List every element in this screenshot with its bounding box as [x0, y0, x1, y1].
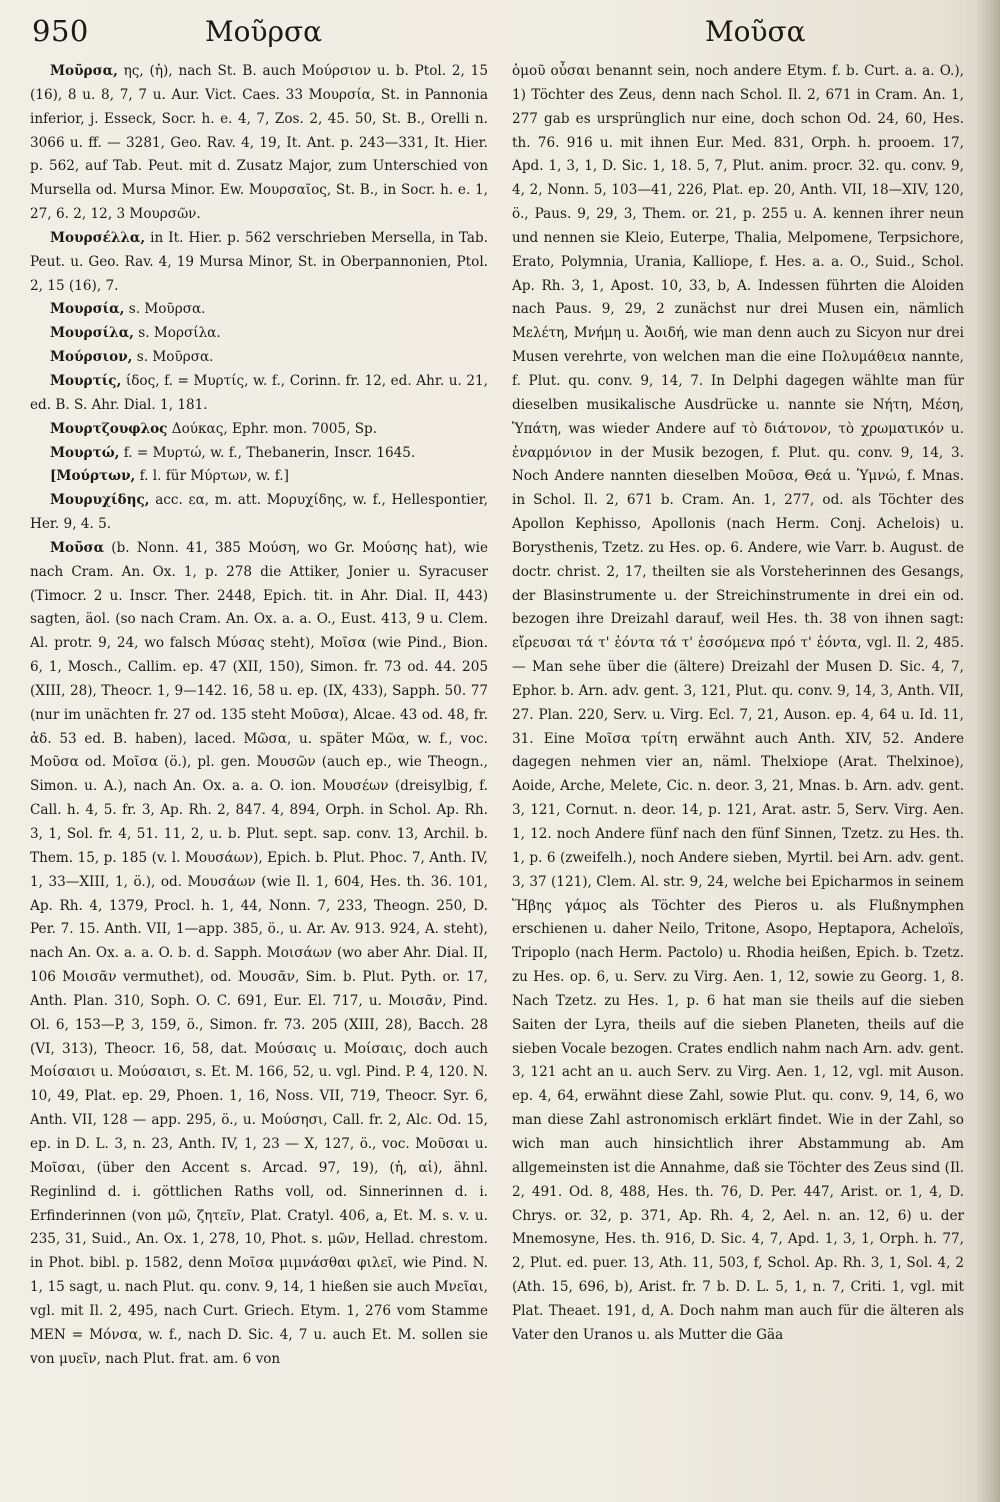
entry-headword: Μουρσέλλα, [50, 229, 146, 246]
entry-text: s. Μοῦρσα. [124, 301, 206, 318]
entry-headword: Μουρτζουφλος [50, 420, 168, 437]
entry-text: f. = Μυρτώ, w. f., Thebanerin, Inscr. 1645. [119, 444, 416, 461]
entry-headword: [Μούρτων, [50, 468, 136, 485]
entry-headword: Μουρυχίδης, [50, 492, 150, 509]
entry-text: f. l. für Μύρτων, w. f.] [135, 468, 289, 485]
entry-headword: Μοῦσα [50, 539, 105, 556]
entry-text: in It. Hier. p. 562 verschrieben Mersella, in Tab. Peut. u. Geo. Rav. 4, 19 Mursa Minor, St. in Oberpannonien, Ptol. 2, 15 (16), 7. [30, 229, 488, 294]
entry-headword: Μούρσιον, [50, 349, 133, 366]
entry-text: ὁμοῦ οὖσαι benannt sein, noch andere Etym. f. b. Curt. a. a. O.), 1) Töchter des Zeus, denn nach Schol. Il. 2, 671 in Cram. An. 1, 277 gab es ursprünglich nur eine, doch schon Od. 24, 60, Hes. th. 76. 916 u. mit ihnen Eur. Med. 831, Orph. h. prooem. 17, Apd. 1, 3, 1, D. Sic. 1, 18. 5, 7, Plut. anim. procr. 32. qu. conv. 9, 4, 2, Nonn. 5, 103—41, 226, Plat. ep. 20, Anth. VII, 18—XIV, 120, ö., Paus. 9, 29, 3, Them. or. 21, p. 255 u. A. kennen ihrer neun und nennen sie Kleio, Euterpe, Thalia, Melpomene, Terpsichore, Erato, Polymnia, Urania, Kalliope, f. Hes. a. a. O., Suid., Schol. Ap. Rh. 3, 1, Apost. 10, 33, b, A. Indessen führten die Aloiden nach Paus. 9, 29, 2 zunächst nur drei Musen ein, nämlich Μελέτη, Μνήμη u. Ἀοιδή, wie man denn auch zu Sicyon nur drei Musen verehrte, von welchen man die eine Πολυμάθεια nannte, f. Plut. qu. conv. 9, 14, 7. In Delphi dagegen wählte man für dieselben musikalische Ausdrücke u. nannte sie Νήτη, Μέση, Ὑπάτη, was wieder Andere auf τὸ διάτονον, τὸ χρωματικόν u. ἐναρμόνιον in der Musik bezogen, f. Plut. qu. conv. 9, 14, 3. Noch Andere nannten dieselben Μοῦσα, Θεά u. Ὑμνώ, f. Mnas. in Schol. Il. 2, 671 b. Cram. An. 1, 277, od. als Töchter des Apollon Kephisso, Apollonis (nach Herm. Conj. Achelois) u. Borysthenis, Tzetz. zu Hes. op. 6. Andere, wie Varr. b. August. de doctr. christ. 2, 17, theilten sie als Vorsteherinnen des Gesangs, der Blasinstrumente u. der Streichinstrumente in drei ein od. bezogen ihre Dreizahl darauf, weil Hes. th. 38 von ihnen sagt: εἴρευσαι τά τ' ἐόντα τά τ' ἐσσόμενα πρό τ' ἐόντα, vgl. Il. 2, 485. — Man sehe über die (ältere) Dreizahl der Musen D. Sic. 4, 7, Ephor. b. Arn. adv. gent. 3, 121, Plut. qu. conv. 9, 14, 3, Anth. VII, 27. Plan. 220, Serv. u. Virg. Ecl. 7, 21, Auson. ep. 4, 64 u. Id. 11, 31. Eine Μοῖσα τρίτη erwähnt auch Anth. XIV, 52. Andere dagegen nehmen vier an, näml. Thelxiope (Arat. Thelxinoe), Aoide, Arche, Melete, Cic. n. deor. 3, 21, Mnas. b. Arn. adv. gent. 3, 121, Cornut. n. deor. 14, p. 121, Arat. astr. 5, Serv. Virg. Aen. 1, 12. noch Andere fünf nach den fünf Sinnen, Tzetz. zu Hes. th. 1, p. 6 (zweifelh.), noch Andere sieben, Myrtil. bei Arn. adv. gent. 3, 37 (121), Clem. Al. str. 9, 24, welche bei Epicharmos in seinem Ἥβης γάμος als Töchter des Pieros u. als Flußnymphen erschienen u. daher Neilo, Tritone, Asopo, Heptapora, Acheloïs, Tripoplo (nach Herm. Pactolo) u. Rhodia heißen, Epich. b. Tzetz. zu Hes. op. 6, u. Serv. zu Virg. Aen. 1, 12, sowie zu Georg. 1, 8. Nach Tzetz. zu Hes. 1, p. 6 hat man sie theils auf die sieben Saiten der Lyra, theils auf die sieben Planeten, theils auf die sieben Vocale bezogen. Crates endlich nahm nach Arn. adv. gent. 3, 121 acht an u. auch Serv. zu Virg. Aen. 1, 12, vgl. mit Auson. ep. 4, 64, erwähnt diese Zahl, sowie Plut. qu. conv. 9, 14, 6, wo man diese Zahl astronomisch erklärt findet. Wie in der Zahl, so wich man auch hinsichtlich ihrer Abstammung ab. Am allgemeinsten ist die Annahme, daß sie Töchter des Zeus sind (Il. 2, 491. Od. 8, 488, Hes. th. 76, D. Per. 447, Arist. or. 1, 4, D. Chrys. or. 32, p. 371, Ap. Rh. 4, 2, Ael. n. an. 12, 6) u. der Mnemosyne, Hes. th. 916, D. Sic. 4, 7, Apd. 1, 3, 1, Orph. h. 77, 2, Plut. ed. puer. 13, Ath. 11, 503, f, Schol. Ap. Rh. 3, 1, Sol. 4, 2 (Ath. 15, 696, b), Arist. fr. 7 b. D. L. 5, 1, n. 7, Criti. 1, vgl. mit Plat. Theaet. 191, d, A. Doch nahm man auch für die älteren als Vater den Uranos u. als Mutter die Gäa [512, 63, 964, 1343]
entry-mourto [30, 442, 488, 466]
entry-headword: Μουρτίς, [50, 372, 122, 389]
entry-moursila [30, 322, 488, 346]
left-column [30, 60, 488, 1490]
entry-moursion [30, 346, 488, 370]
entry-text: s. Μορσίλα. [133, 325, 221, 342]
entry-text: ης, (ἡ), nach St. B. auch Μούρσιον u. b. Ptol. 2, 15 (16), 8 u. 8, 7, 7 u. Aur. Vict. Caes. 33 Μουρσία, St. in Pannonia inferior, j. Esseck, Socr. h. e. 4, 7, Zos. 2, 45. 50, St. B., Orelli n. 3066 u. ff. — 3281, Geo. Rav. 4, 19, It. Ant. p. 243—331, It. Hier. p. 562, auf Tab. Peut. mit d. Zusatz Major, zum Unterschied von Mursella od. Mursa Minor. Ew. Μουρσαῖος, St. B., in Socr. h. e. 1, 27, 6. 2, 12, 3 Μουρσῶν. [30, 63, 488, 223]
entry-mourtzouphlos [30, 418, 488, 442]
entry-mourychides [30, 489, 488, 537]
entry-headword: Μουρσίλα, [50, 325, 134, 342]
entry-headword: Μοῦρσα, [50, 63, 118, 79]
running-head-right: Μοῦσα [705, 15, 806, 48]
right-column [512, 60, 964, 1490]
page-edge-shadow [974, 0, 1000, 1502]
running-head-left: Μοῦρσα [205, 15, 323, 48]
page-header [0, 0, 1000, 60]
entry-mourton [30, 465, 488, 489]
entry-moursa [30, 60, 488, 227]
entry-text: ίδος, f. = Μυρτίς, w. f., Corinn. fr. 12, ed. Ahr. u. 21, ed. B. S. Ahr. Dial. 1, 181. [30, 372, 488, 413]
page-number: 950 [32, 14, 89, 48]
entry-text: acc. εα, m. att. Μορυχίδης, w. f., Hellespontier, Her. 9, 4. 5. [30, 492, 488, 533]
entry-text: s. Μοῦρσα. [132, 349, 214, 366]
entry-mousa-continued [512, 60, 964, 1348]
entry-headword: Μουρσία, [50, 301, 125, 318]
entry-moursia [30, 298, 488, 322]
entry-headword: Μουρτώ, [50, 444, 120, 461]
entry-mourtis [30, 370, 488, 418]
entry-moursella [30, 227, 488, 299]
entry-text: Δούκας, Ephr. mon. 7005, Sp. [167, 420, 378, 437]
entry-text: (b. Nonn. 41, 385 Μούση, wo Gr. Μούσης hat), wie nach Cram. An. Ox. 1, p. 278 die Attiker, Jonier u. Syracuser (Timocr. 2 u. Inscr. Ther. 2448, Epich. tit. in Ahr. Dial. II, 443) sagten, äol. (so nach Cram. An. Ox. a. a. O., Eust. 413, 9 u. Clem. Al. protr. 9, 24, wo falsch Μύσας steht), Μοῖσα (wie Pind., Bion. 6, 1, Mosch., Callim. ep. 47 (XII, 150), Simon. fr. 73 od. 44. 205 (XIII, 28), Theocr. 1, 9—142. 16, 58 u. ep. (IX, 433), Sapph. 50. 77 (nur im unächten fr. 27 od. 135 steht Μοῦσα), Alcae. 43 od. 48, fr. ἀδ. 53 ed. B. haben), laced. Μῶσα, u. später Μῶα, w. f., voc. Μοῦσα od. Μοῖσα (ö.), pl. gen. Μουσῶν (auch ep., wie Theogn., Simon. u. A.), nach An. Ox. a. a. O. ion. Μουσέων (dreisylbig, f. Call. h. 4, 5. fr. 3, Ap. Rh. 2, 847. 4, 894, Orph. in Schol. Ap. Rh. 3, 1, Sol. fr. 4, 51. 11, 2, u. b. Plut. sept. sap. conv. 13, Archil. b. Them. 15, p. 185 (v. l. Μουσάων), Epich. b. Plut. Phoc. 7, Anth. IV, 1, 33—XIII, 1, ö.), od. Μουσάων (wie Il. 1, 604, Hes. th. 36. 101, Ap. Rh. 4, 1379, Procl. h. 1, 44, Nonn. 7, 233, Theogn. 250, D. Per. 7. 15. Anth. VII, 1—app. 385, ö., u. Ar. Av. 913. 924, A. steht), nach An. Ox. a. a. O. b. d. Sapph. Μοισάων (wo aber Ahr. Dial. II, 106 Μοισᾶν vermuthet), od. Μουσᾶν, Sim. b. Plut. Pyth. or. 17, Anth. Plan. 310, Soph. O. C. 691, Eur. El. 717, u. Μοισᾶν, Pind. Ol. 6, 153—P, 3, 159, ö., Simon. fr. 73. 205 (XIII, 28), Bacch. 28 (VI, 313), Theocr. 16, 58, dat. Μούσαις u. Μοίσαις, doch auch Μοίσαισι u. Μούσαισι, s. Et. M. 166, 52, u. vgl. Pind. P. 4, 120. N. 10, 49, Plat. ep. 29, Phoen. 1, 16, Noss. VII, 719, Theocr. Syr. 6, Anth. VII, 128 — app. 295, ö., u. Μούσησι, Call. fr. 2, Alc. Od. 15, ep. in D. L. 3, n. 23, Anth. IV, 1, 23 — X, 127, ö., voc. Μοῦσαι u. Μοῖσαι, (über den Accent s. Arcad. 97, 19), (ἡ, αἱ), ähnl. Reginlind d. i. göttlichen Raths voll, od. Sinnerinnen d. i. Erfinderinnen (von μῶ, ζητεῖν, Plat. Cratyl. 406, a, Et. M. s. v. u. 235, 31, Suid., An. Ox. 1, 278, 10, Phot. s. μῶν, Hellad. chrestom. in Phot. bibl. p. 1582, denn Μοῖσα μιμνάσθαι φιλεῖ, wie Pind. N. 1, 15 sagt, u. nach Plut. qu. conv. 9, 14, 1 hießen sie auch Μνεῖαι, vgl. mit Il. 2, 495, nach Curt. Griech. Etym. 1, 276 vom Stamme MEN = Μόνσα, w. f., nach D. Sic. 4, 7 u. auch Et. M. sollen sie von μυεῖν, nach Plut. frat. am. 6 von [30, 539, 488, 1367]
entry-mousa [30, 537, 488, 1372]
